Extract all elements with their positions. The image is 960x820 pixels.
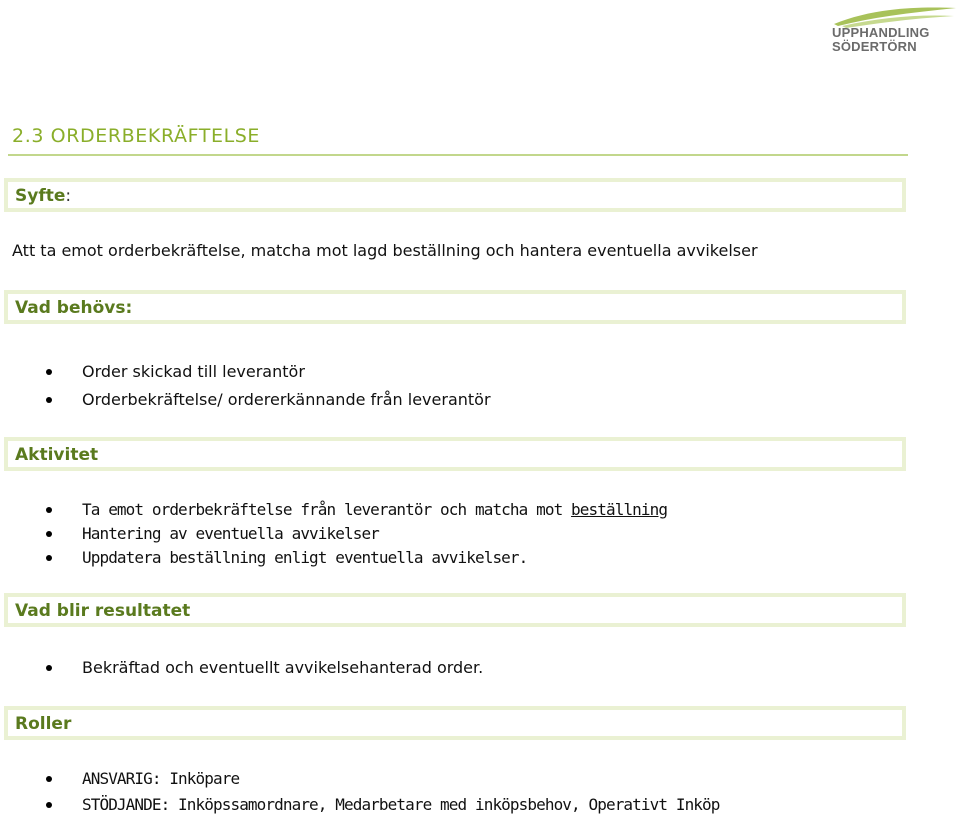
syfte-text: Att ta emot orderbekräftelse, matcha mot lagd beställning och hantera eventuella avvikelser [12,241,758,260]
list-item: Ta emot orderbekräftelse från leverantör och matcha mot beställning [0,499,667,521]
logo-text-line1: UPPHANDLING [832,25,930,40]
resultat-label: Vad blir resultatet [15,601,191,621]
syfte-colon: : [65,186,72,206]
vad-behovs-header [4,290,906,324]
roller-label: Roller [15,714,72,734]
page-title: 2.3 ORDERBEKRÄFTELSE [12,125,261,147]
bullet-icon [46,507,52,513]
bullet-icon [46,802,52,808]
syfte-label: Syfte [15,186,66,206]
bullet-icon [46,397,52,403]
list-item: Bekräftad och eventuellt avvikelsehanterad order. [0,657,483,679]
bullet-icon [46,776,52,782]
list-item: Order skickad till leverantör [0,361,491,383]
vad-behovs-list [0,361,491,411]
resultat-header [4,593,906,627]
logo-text-line2: SÖDERTÖRN [832,39,917,54]
aktivitet-list [0,499,667,569]
bullet-icon [46,555,52,561]
aktivitet-label: Aktivitet [15,445,99,465]
roller-header [4,706,906,740]
title-divider [8,154,908,156]
list-item: Hantering av eventuella avvikelser [0,523,667,545]
list-item: Uppdatera beställning enligt eventuella avvikelser. [0,547,667,569]
bullet-icon [46,531,52,537]
logo [828,4,958,56]
resultat-list [0,657,483,679]
vad-behovs-label: Vad behövs: [15,298,133,318]
bullet-icon [46,665,52,671]
syfte-header [4,178,906,212]
list-item: STÖDJANDE: Inköpssamordnare, Medarbetare med inköpsbehov, Operativt Inköp [0,794,720,816]
list-item: ANSVARIG: Inköpare [0,768,720,790]
bullet-icon [46,369,52,375]
aktivitet-header [4,437,906,471]
roller-list [0,768,720,816]
bestallning-link[interactable]: beställning [571,500,668,519]
list-item: Orderbekräftelse/ ordererkännande från leverantör [0,389,491,411]
